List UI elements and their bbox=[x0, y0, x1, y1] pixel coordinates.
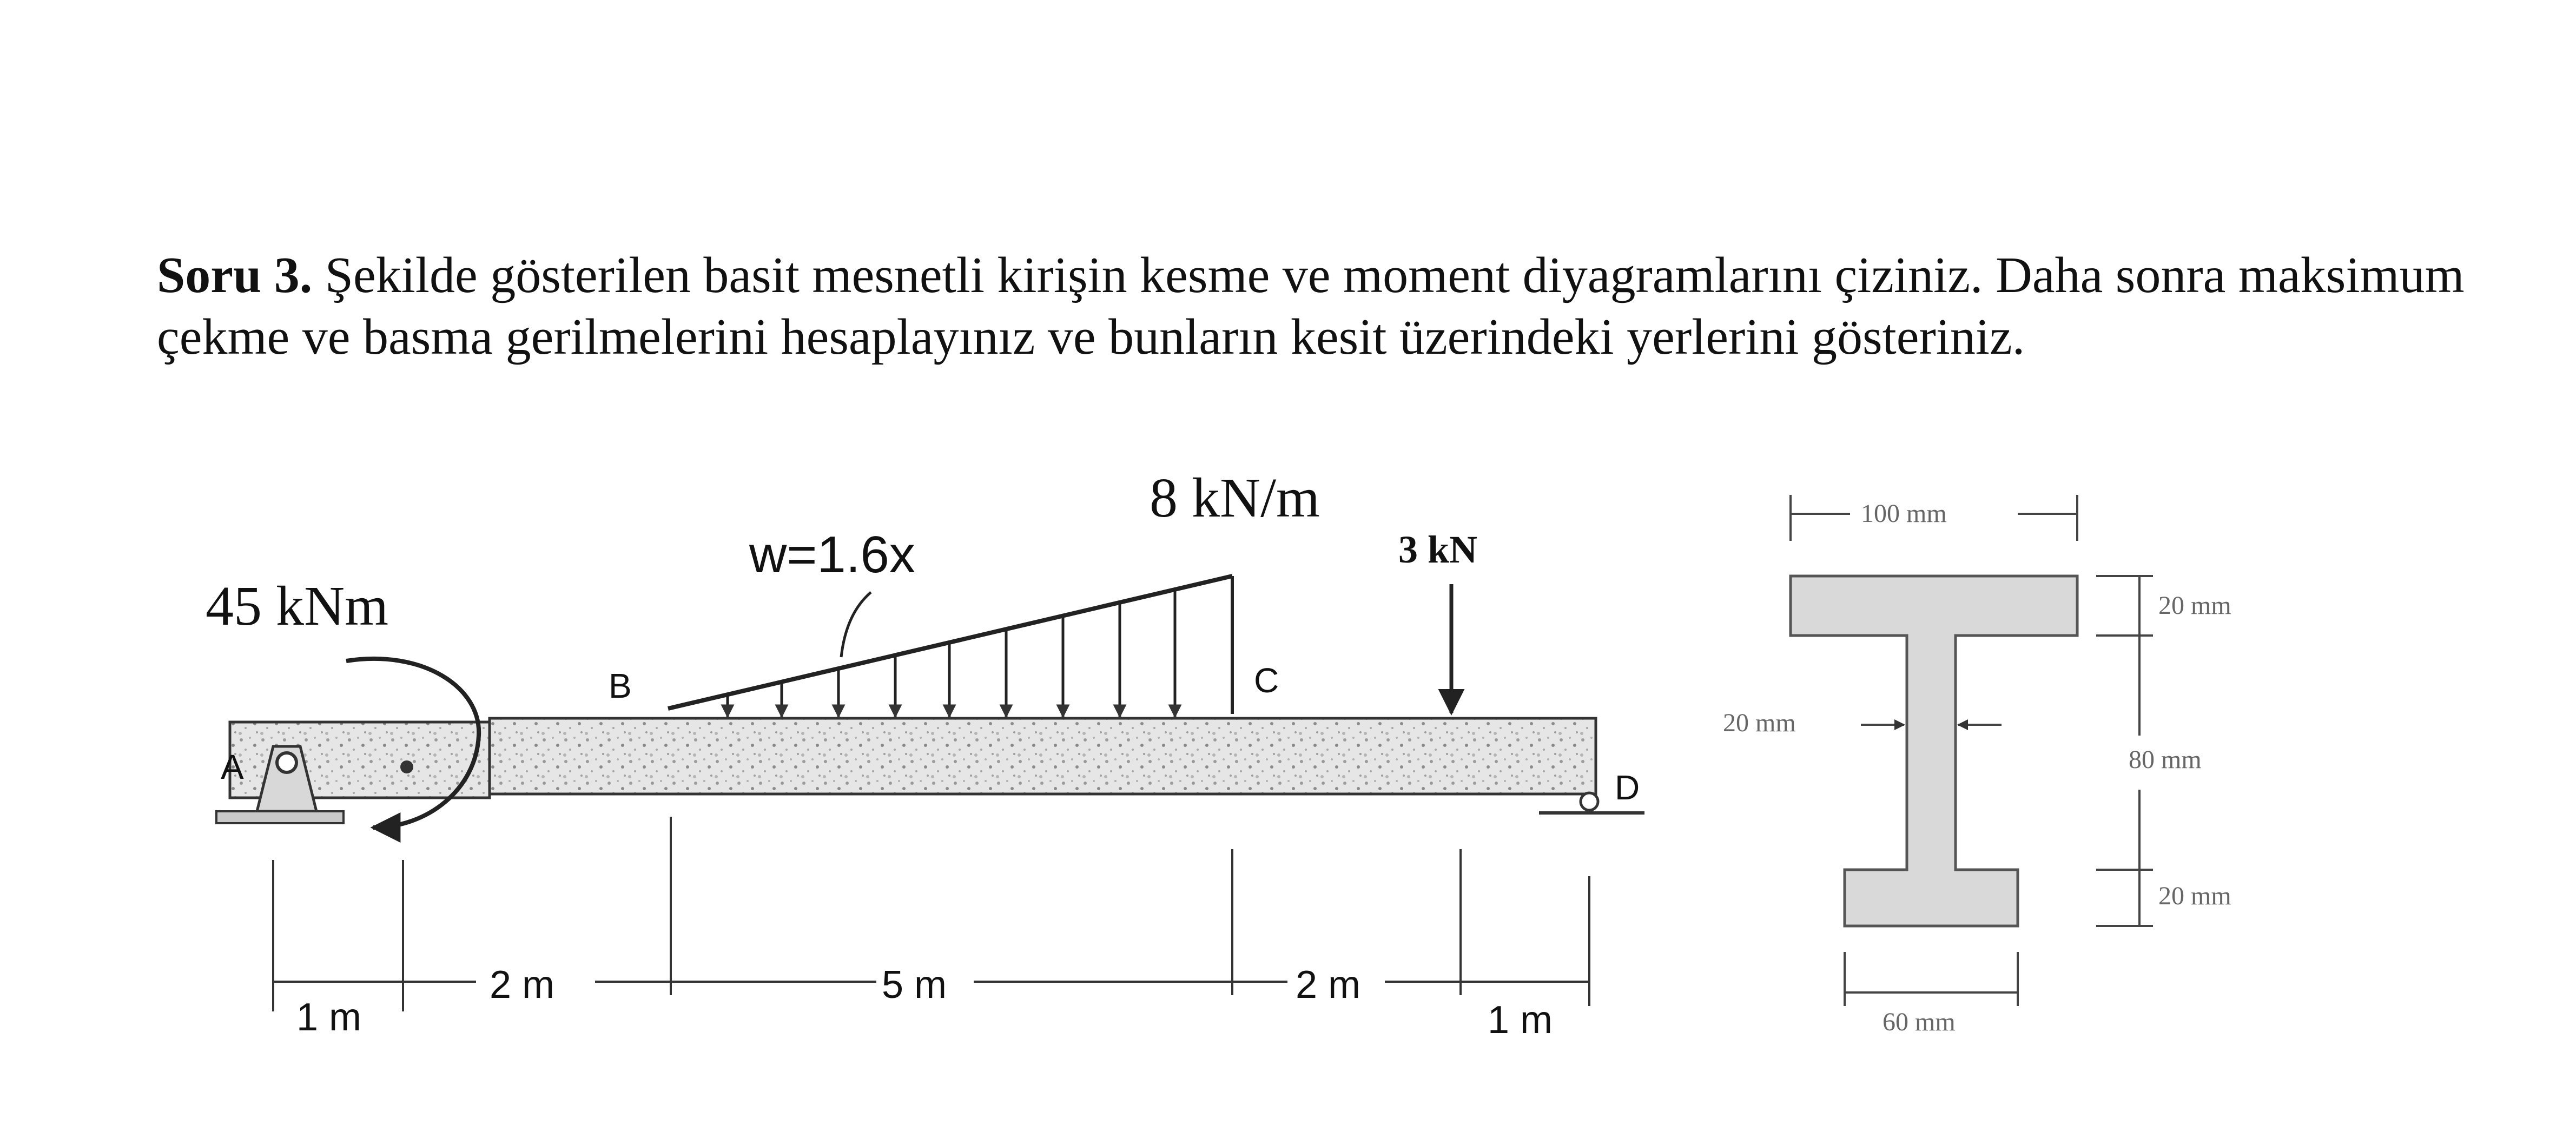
cross-section bbox=[1723, 495, 2231, 1036]
point-d-label: D bbox=[1615, 768, 1640, 807]
top-flange-thickness-label: 20 mm bbox=[2158, 591, 2231, 620]
point-a-label: A bbox=[221, 747, 244, 786]
distributed-load bbox=[668, 576, 1232, 717]
bottom-flange-width-label: 60 mm bbox=[1883, 1008, 1956, 1036]
web-height-label: 80 mm bbox=[2129, 745, 2202, 774]
load-max-label: 8 kN/m bbox=[1150, 467, 1320, 529]
span-5-label: 1 m bbox=[1488, 998, 1553, 1042]
point-c-label: C bbox=[1254, 661, 1279, 700]
span-2-label: 2 m bbox=[490, 963, 555, 1007]
flange-width-label: 100 mm bbox=[1861, 499, 1947, 528]
span-1-label: 1 m bbox=[296, 996, 362, 1039]
span-3-label: 5 m bbox=[882, 963, 947, 1007]
question-label: Soru 3. bbox=[157, 247, 313, 303]
beam-diagram bbox=[216, 576, 1644, 1011]
span-4-label: 2 m bbox=[1296, 963, 1361, 1007]
point-load-label: 3 kN bbox=[1398, 528, 1478, 571]
moment-label: 45 kNm bbox=[206, 575, 388, 637]
beam-body bbox=[490, 718, 1596, 794]
point-b-label: B bbox=[609, 666, 632, 705]
web-thickness-label: 20 mm bbox=[1723, 709, 1796, 737]
bottom-flange-thickness-label: 20 mm bbox=[2158, 882, 2231, 910]
question-body: Şekilde gösterilen basit mesnetli kirişin kesme ve moment diyagramlarını çiziniz. Daha sonra maksimum çekme ve basma gerilmelerini hesaplayınız ve bunların kesit üzerindeki yerlerini gösteriniz. bbox=[157, 247, 2465, 365]
i-section-shape bbox=[1791, 576, 2077, 926]
load-function-label: w=1.6x bbox=[749, 526, 915, 584]
